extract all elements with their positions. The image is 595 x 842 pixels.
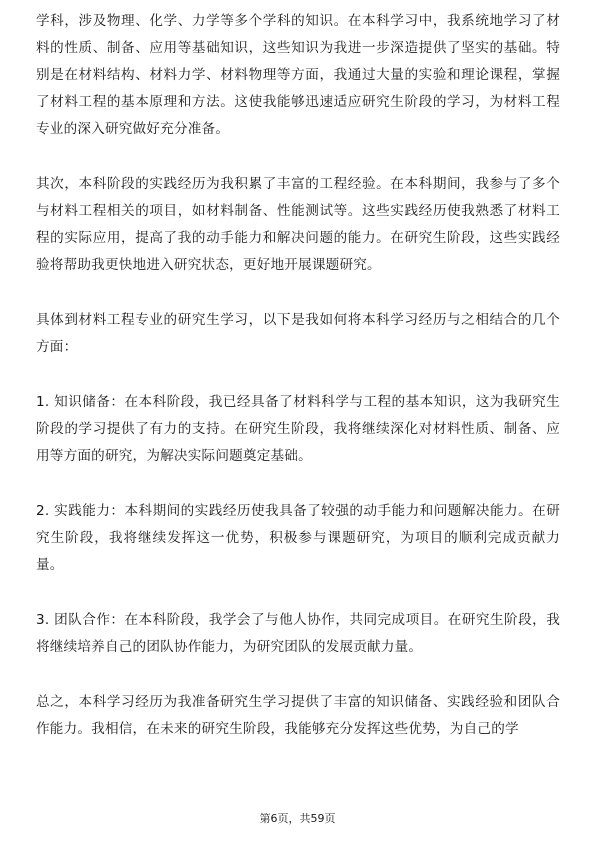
paragraph-continued-intro: 学科，涉及物理、化学、力学等多个学科的知识。在本科学习中，我系统地学习了材料的性质、制备、应用等基础知识，这些知识为我进一步深造提供了坚实的基础。特别是在材料结构、材料力学、材料物理等方面，我通过大量的实验和理论课程，掌握了材料工程的基本原理和方法。这使我能够迅速适应研究生阶段的学习，为材料工程专业的深入研究做好充分准备。 xyxy=(36,13,560,137)
document-body xyxy=(36,8,560,743)
paragraph-teamwork: 3. 团队合作：在本科阶段，我学会了与他人协作，共同完成项目。在研究生阶段，我将继续培养自己的团队协作能力，为研究团队的发展贡献力量。 xyxy=(36,612,560,655)
paragraph-conclusion: 总之，本科学习经历为我准备研究生学习提供了丰富的知识储备、实践经验和团队合作能力。我相信，在未来的研究生阶段，我能够充分发挥这些优势，为自己的学 xyxy=(36,694,560,737)
page-number-footer: 第6页，共59页 xyxy=(259,812,336,825)
paragraph-knowledge-reserve: 1. 知识储备：在本科阶段，我已经具备了材料科学与工程的基本知识，这为我研究生阶段的学习提供了有力的支持。在研究生阶段，我将继续深化对材料性质、制备、应用等方面的研究，为解决实际问题奠定基础。 xyxy=(36,394,560,464)
paragraph-combination-intro: 具体到材料工程专业的研究生学习，以下是我如何将本科学习经历与之相结合的几个方面： xyxy=(36,312,560,355)
paragraph-practical-ability: 2. 实践能力：本科期间的实践经历使我具备了较强的动手能力和问题解决能力。在研究生阶段，我将继续发挥这一优势，积极参与课题研究，为项目的顺利完成贡献力量。 xyxy=(36,503,560,573)
paragraph-practical-experience: 其次，本科阶段的实践经历为我积累了丰富的工程经验。在本科期间，我参与了多个与材料工程相关的项目，如材料制备、性能测试等。这些实践经历使我熟悉了材料工程的实际应用，提高了我的动手能力和解决问题的能力。在研究生阶段，这些实践经验将帮助我更快地进入研究状态，更好地开展课题研究。 xyxy=(36,176,560,273)
